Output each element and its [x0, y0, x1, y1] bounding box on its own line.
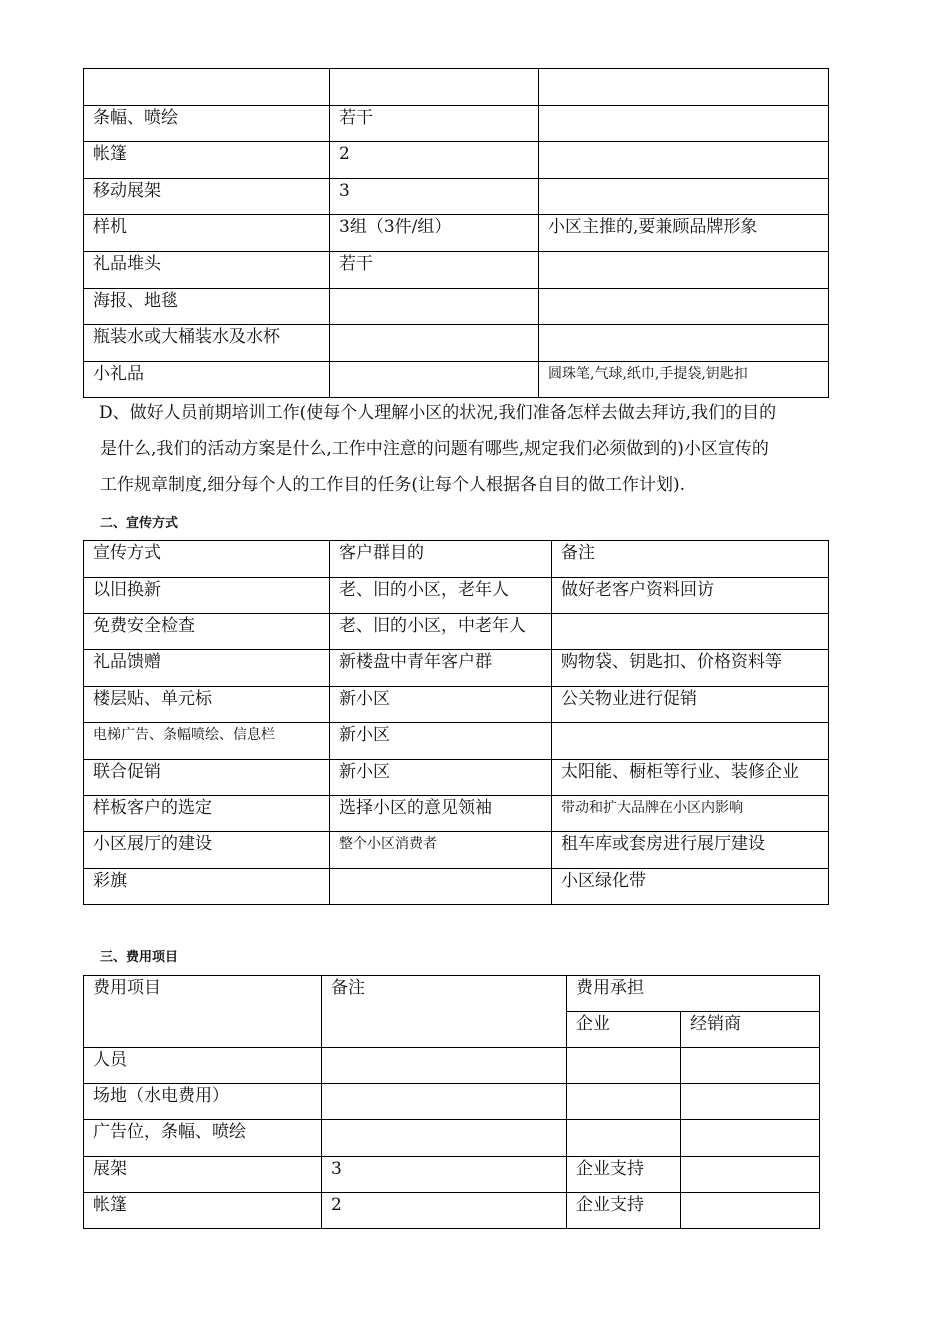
section-heading-promotion: 二、宣传方式 [100, 516, 179, 531]
table-row [84, 105, 829, 142]
table-cell: 3 [330, 178, 539, 215]
table-cell: 海报、地毯 [84, 288, 330, 325]
table-cell [539, 142, 829, 179]
cost-header-item: 费用项目 [84, 976, 322, 1048]
table-cell: 老、旧的小区，中老年人 [330, 613, 552, 649]
table-cell: 小礼品 [84, 361, 330, 398]
cost-header-enterprise: 企业 [567, 1012, 681, 1048]
table-cell: 样板客户的选定 [84, 795, 330, 831]
table-cell [539, 325, 829, 362]
table-cell: 展架 [84, 1156, 322, 1192]
paragraph-line: 是什么,我们的活动方案是什么,工作中注意的问题有哪些,规定我们必须做到的)小区宣传的 [100, 439, 769, 459]
table-cell: 新小区 [330, 759, 552, 795]
table-cell [322, 1048, 567, 1084]
table-cell [567, 1120, 681, 1156]
table-row [84, 686, 829, 722]
cost-table [83, 975, 820, 1229]
table-row [84, 868, 829, 904]
table-cell: 免费安全检查 [84, 613, 330, 649]
table-cell [681, 1120, 820, 1156]
table-cell: 3 [322, 1156, 567, 1192]
cost-header-bearer: 费用承担 [567, 976, 820, 1012]
table-cell [681, 1048, 820, 1084]
table-cell: 移动展架 [84, 178, 330, 215]
table-row [84, 832, 829, 868]
table-cell: 楼层贴、单元标 [84, 686, 330, 722]
table-cell: 礼品馈赠 [84, 650, 330, 686]
table-row [84, 1192, 820, 1228]
table-cell: 若干 [330, 251, 539, 288]
table-cell: 新楼盘中青年客户群 [330, 650, 552, 686]
table-cell [539, 105, 829, 142]
table-cell [681, 1156, 820, 1192]
table-row [84, 69, 829, 106]
table-cell: 2 [330, 142, 539, 179]
table-cell: 帐篷 [84, 142, 330, 179]
table-cell [567, 1084, 681, 1120]
table-cell: 电梯广告、条幅喷绘、信息栏 [84, 723, 330, 759]
paragraph-d [100, 395, 875, 503]
table-row [84, 251, 829, 288]
table-row [84, 759, 829, 795]
table-cell: 瓶装水或大桶装水及水杯 [84, 325, 330, 362]
paragraph-line: D、做好人员前期培训工作(使每个人理解小区的状况,我们准备怎样去做去拜访,我们的目的 [99, 403, 777, 423]
table-cell: 新小区 [330, 686, 552, 722]
table-cell: 帐篷 [84, 1192, 322, 1228]
table-cell: 广告位，条幅、喷绘 [84, 1120, 322, 1156]
table-cell: 新小区 [330, 723, 552, 759]
table-cell: 宣传方式 [84, 541, 330, 578]
table-row [84, 288, 829, 325]
table-cell [539, 251, 829, 288]
table-cell: 小区展厅的建设 [84, 832, 330, 868]
table-cell: 条幅、喷绘 [84, 105, 330, 142]
cost-header-note: 备注 [322, 976, 567, 1048]
table-row [84, 1084, 820, 1120]
table-cell: 租车库或套房进行展厅建设 [552, 832, 829, 868]
cost-header-dealer: 经销商 [681, 1012, 820, 1048]
table-cell: 2 [322, 1192, 567, 1228]
table-cell [539, 178, 829, 215]
table-cell [330, 868, 552, 904]
table-row [84, 1156, 820, 1192]
table-cell [539, 69, 829, 106]
table-cell [539, 288, 829, 325]
table-cell: 3组（3件/组） [330, 215, 539, 252]
table-row [84, 361, 829, 398]
table-cell: 以旧换新 [84, 577, 330, 613]
table-cell: 做好老客户资料回访 [552, 577, 829, 613]
table-cell: 彩旗 [84, 868, 330, 904]
table-row [84, 325, 829, 362]
table-cell: 小区主推的,要兼顾品牌形象 [539, 215, 829, 252]
table-row [84, 1048, 820, 1084]
table-cell: 太阳能、橱柜等行业、装修企业 [552, 759, 829, 795]
table-cell: 备注 [552, 541, 829, 578]
promotion-table [83, 540, 829, 905]
section-heading-costs: 三、费用项目 [100, 950, 179, 965]
table-cell: 小区绿化带 [552, 868, 829, 904]
table-row [84, 178, 829, 215]
table-row [84, 795, 829, 831]
table-cell: 联合促销 [84, 759, 330, 795]
table-cell: 客户群目的 [330, 541, 552, 578]
table-row [84, 577, 829, 613]
table-cell [330, 361, 539, 398]
table-cell: 人员 [84, 1048, 322, 1084]
table-cell [567, 1048, 681, 1084]
table-row [84, 142, 829, 179]
table-cell: 整个小区消费者 [330, 832, 552, 868]
table-cell [330, 69, 539, 106]
table-cell [322, 1120, 567, 1156]
table-cell [552, 613, 829, 649]
table-cell [322, 1084, 567, 1120]
table-cell: 公关物业进行促销 [552, 686, 829, 722]
table-cell [84, 69, 330, 106]
table-row [84, 1120, 820, 1156]
table-cell: 带动和扩大品牌在小区内影响 [552, 795, 829, 831]
table-row [84, 723, 829, 759]
table-cell: 场地（水电费用） [84, 1084, 322, 1120]
table-cell: 选择小区的意见领袖 [330, 795, 552, 831]
table-row [84, 650, 829, 686]
table-cell: 圆珠笔,气球,纸巾,手提袋,钥匙扣 [539, 361, 829, 398]
table-row [84, 613, 829, 649]
table-cell: 样机 [84, 215, 330, 252]
table-row [84, 541, 829, 578]
table-cell: 购物袋、钥匙扣、价格资料等 [552, 650, 829, 686]
table-cell [330, 325, 539, 362]
table-cell [681, 1192, 820, 1228]
table-cell: 企业支持 [567, 1192, 681, 1228]
paragraph-line: 工作规章制度,细分每个人的工作目的任务(让每个人根据各自目的做工作计划). [100, 475, 686, 495]
table-cell [681, 1084, 820, 1120]
table-cell: 若干 [330, 105, 539, 142]
table-cell: 礼品堆头 [84, 251, 330, 288]
table-cell: 企业支持 [567, 1156, 681, 1192]
materials-table [83, 68, 829, 398]
table-cell [552, 723, 829, 759]
table-cell [330, 288, 539, 325]
table-row [84, 215, 829, 252]
table-cell: 老、旧的小区，老年人 [330, 577, 552, 613]
